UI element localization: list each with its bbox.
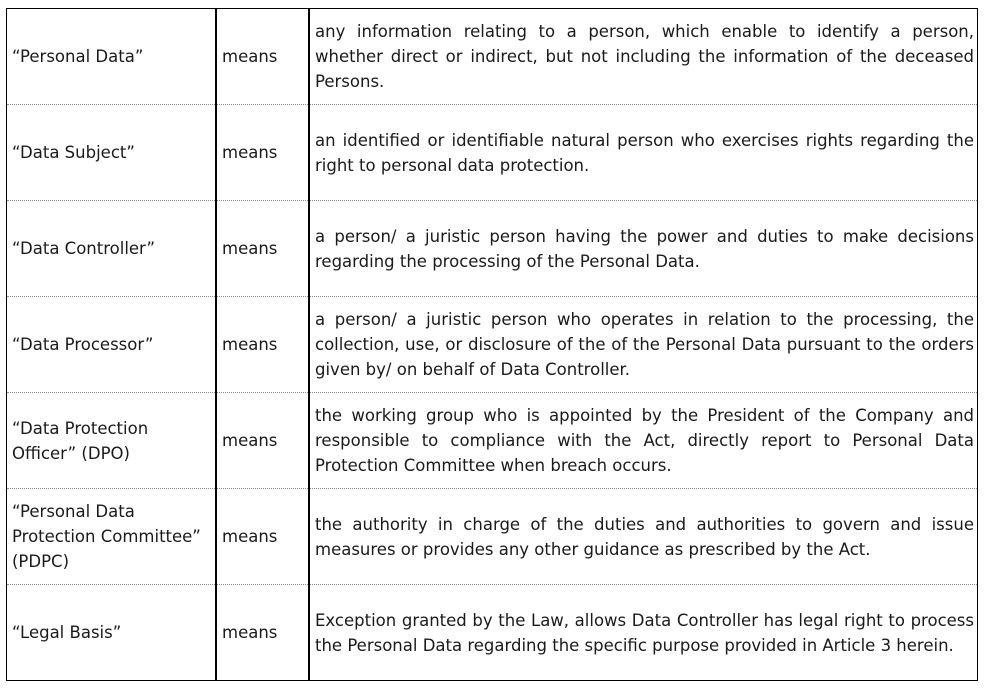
- term-cell: “Data Protection Officer” (DPO): [7, 393, 217, 489]
- term-cell: “Data Subject”: [7, 105, 217, 201]
- term-cell: “Legal Basis”: [7, 585, 217, 681]
- definition-cell: the working group who is appointed by the President of the Company and responsible to compliance with the Act, directly report to Personal Data Protection Committee when breach occurs.: [309, 393, 978, 489]
- definition-cell: the authority in charge of the duties and authorities to govern and issue measures or provides any other guidance as prescribed by the Act.: [309, 489, 978, 585]
- means-cell: means: [216, 201, 309, 297]
- definition-cell: a person/ a juristic person having the power and duties to make decisions regarding the processing of the Personal Data.: [309, 201, 978, 297]
- table-row: [7, 201, 978, 297]
- term-cell: “Data Controller”: [7, 201, 217, 297]
- means-cell: means: [216, 297, 309, 393]
- table-row: [7, 585, 978, 681]
- definition-cell: Exception granted by the Law, allows Data Controller has legal right to process the Personal Data regarding the specific purpose provided in Article 3 herein.: [309, 585, 978, 681]
- term-cell: “Personal Data”: [7, 9, 217, 105]
- means-cell: means: [216, 105, 309, 201]
- term-cell: “Personal Data Protection Committee” (PDPC): [7, 489, 217, 585]
- means-cell: means: [216, 489, 309, 585]
- table-row: [7, 297, 978, 393]
- means-cell: means: [216, 585, 309, 681]
- definitions-table: [6, 8, 978, 681]
- table-row: [7, 105, 978, 201]
- term-cell: “Data Processor”: [7, 297, 217, 393]
- means-cell: means: [216, 9, 309, 105]
- table-row: [7, 9, 978, 105]
- means-cell: means: [216, 393, 309, 489]
- definition-cell: an identified or identifiable natural person who exercises rights regarding the right to personal data protection.: [309, 105, 978, 201]
- definition-cell: a person/ a juristic person who operates in relation to the processing, the collection, use, or disclosure of the of the Personal Data pursuant to the orders given by/ on behalf of Data Controller.: [309, 297, 978, 393]
- table-row: [7, 393, 978, 489]
- table-row: [7, 489, 978, 585]
- definition-cell: any information relating to a person, which enable to identify a person, whether direct or indirect, but not including the information of the deceased Persons.: [309, 9, 978, 105]
